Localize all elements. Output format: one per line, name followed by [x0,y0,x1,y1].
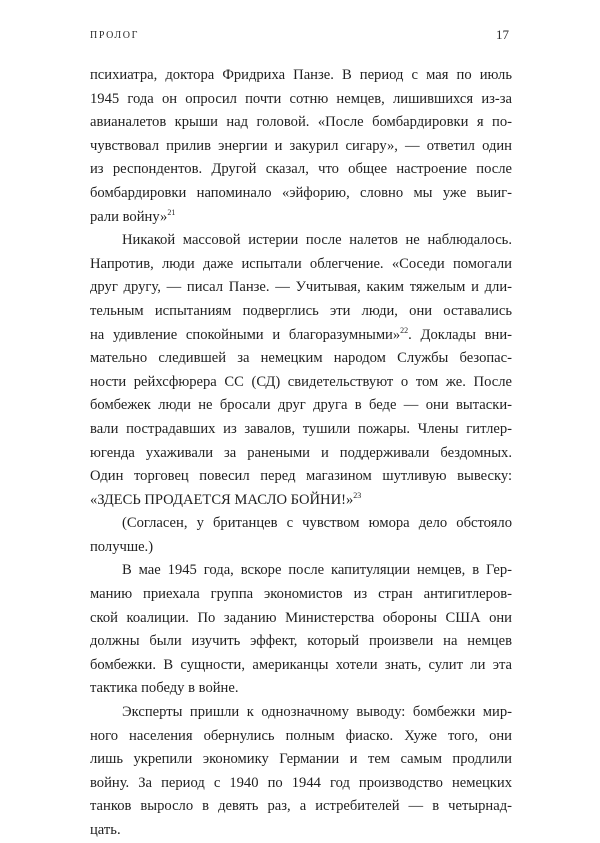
footnote-ref-21: 21 [167,207,176,217]
text-line: манию приехала группа экономистов из стран антигитлеров- [90,586,512,603]
text-line: тактика победу в войне. [90,680,239,697]
text-line: танков выросло в девять раз, а истребителей — в четырнад- [90,798,512,815]
text-line: Напротив, люди даже испытали облегчение. «Соседи помогали [90,255,512,272]
text-line: лишь укрепили экономику Германии и тем самым продлили [90,751,512,768]
footnote-ref-23: 23 [353,490,362,500]
text-line: Никакой массовой истерии после налетов не наблюдалось. [122,232,512,249]
text-line: В мае 1945 года, вскоре после капитуляции немцев, в Гер- [122,562,512,579]
text-line: получше.) [90,538,154,555]
text-line: из респондентов. Другой сказал, что общее настроение после [90,161,512,178]
text-line: тельным испытаниям подверглись эти люди, они оставались [90,302,512,319]
page-body [90,64,512,843]
text-line: 1945 года он опросил почти сотню немцев, лишившихся из-за [90,90,512,107]
page-number: 17 [496,27,509,42]
text-line [90,206,512,230]
text-line: психиатра, доктора Фридриха Панзе. В период с мая по июль [90,67,512,83]
running-head: ПРОЛОГ [90,30,140,41]
text-fragment: «ЗДЕСЬ ПРОДАЕТСЯ МАСЛО БОЙНИ!» [90,491,354,508]
text-line: мательно следившей за немецким народом Службы безопас- [90,350,512,367]
text-line: югенда ухаживали за ранеными и поддерживали бездомных. [90,444,512,461]
text-line: авианалетов крыши над головой. «После бомбардировки я по- [90,114,512,131]
text-line: чувствовал прилив энергии и закурил сигару», — ответил один [90,137,512,154]
text-line [90,489,512,513]
text-fragment: на удивление спокойными и благоразумными» [90,326,401,343]
text-line: Один торговец повесил перед магазином шутливую вывеску: [90,468,512,485]
text-line: (Согласен, у британцев с чувством юмора дело обстояло [122,515,512,532]
text-line: войну. За период с 1940 по 1944 год производство немецких [90,774,512,791]
text-line: вали пострадавших из завалов, тушили пожары. Члены гитлер- [90,420,512,437]
text-line: бомбежек люди не бросали друг друга в беде — они вытаски- [90,397,512,414]
text-line: должны были изучить эффект, который произвели на немцев [90,633,512,650]
text-line: ской коалиции. По заданию Министерства обороны США они [90,609,512,626]
text-line: ного населения обернулись полным фиаско. Хуже того, они [90,727,512,744]
text-fragment: . Доклады вни- [408,326,512,343]
text-line: бомбардировки напоминало «эйфорию, словно мы уже выиг- [90,184,512,201]
text-line [90,324,512,348]
text-fragment: рали войну» [90,208,168,225]
text-line: ности рейхсфюрера СС (СД) свидетельствуют о том же. После [90,373,512,390]
text-line: цать. [90,822,121,838]
footnote-ref-22: 22 [400,325,409,335]
text-line: Эксперты пришли к однозначному выводу: бомбежки мир- [122,704,512,721]
text-line: бомбежки. В сущности, американцы хотели знать, сулит ли эта [90,656,512,673]
text-line: друг другу, — писал Панзе. — Учитывая, каким тяжелым и дли- [90,279,512,296]
